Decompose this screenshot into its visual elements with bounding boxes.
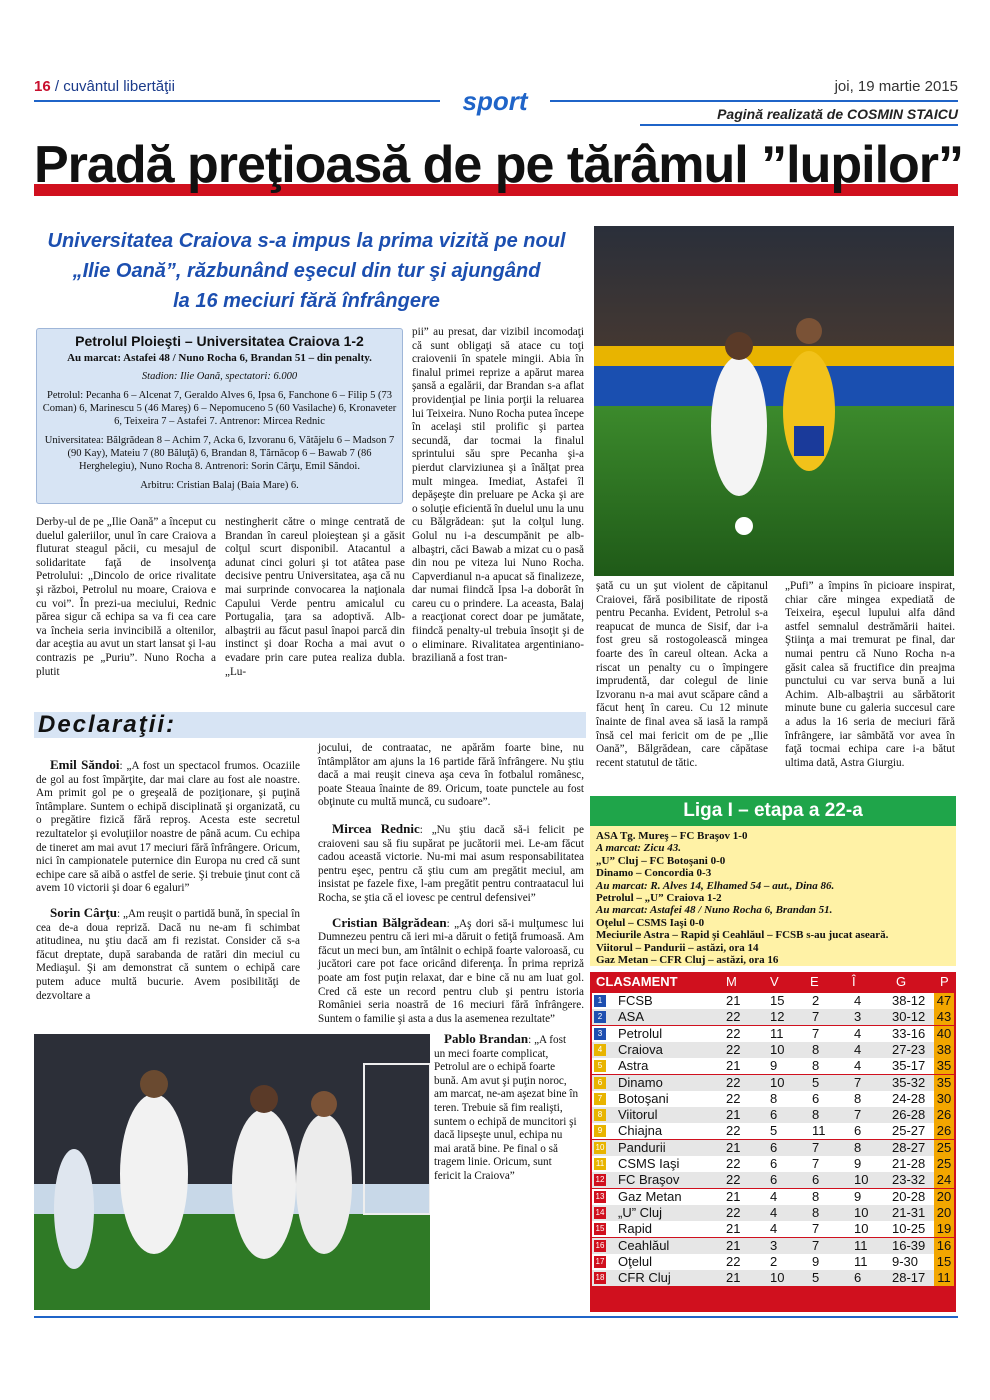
standings-losses: 8	[854, 1139, 862, 1155]
standings-team: Oţelul	[618, 1253, 652, 1269]
standings-matches: 21	[726, 1237, 741, 1253]
standings-goals: 16-39	[892, 1237, 926, 1253]
col-header-e: E	[810, 974, 819, 989]
match-score-title: Petrolul Ploieşti – Universitatea Craiova 1-2	[75, 333, 364, 349]
liga-heading: Liga I – etapa a 22-a	[590, 796, 956, 826]
standings-goals: 20-28	[892, 1188, 926, 1204]
article-paragraph: nestingherit către o minge centrată de Brandan în careul ploieştean şi a găsit colţul scurt disponibil. Atacantul a adunat cinci goluri şi tot atâtea pase decisive pentru Universitatea, aşa că nu mai surprinde convocarea la naţionala Capului Verde pentru amicalul cu Portugalia, ţara sa adoptivă. Alb-albaştrii au făcut pasul înapoi parcă din instinct şi doar Rocha a mai avut o evadare prin care putea realiza dubla. „Lu-	[225, 516, 405, 678]
standings-team: Chiajna	[618, 1123, 663, 1139]
standings-row	[592, 1140, 954, 1156]
subtitle-line: la 16 meciuri fără înfrângere	[173, 290, 440, 312]
standings-losses: 3	[854, 1009, 862, 1025]
standings-team: Craiova	[618, 1041, 663, 1057]
standings-team: Petrolul	[618, 1025, 663, 1041]
standings-losses: 11	[854, 1253, 868, 1269]
result-line: ASA Tg. Mureş – FC Braşov 1-0	[596, 830, 748, 842]
standings-row	[592, 1058, 954, 1074]
standings-row	[592, 1156, 954, 1172]
standings-goals: 33-16	[892, 1025, 926, 1041]
standings-goals: 30-12	[892, 1009, 926, 1025]
standings-position: 12	[595, 1175, 605, 1185]
standings-losses: 10	[854, 1172, 869, 1188]
standings-draws: 7	[812, 1237, 820, 1253]
standings-losses: 4	[854, 1025, 862, 1041]
quote-text: : „Am reuşit o partidă bună, în special în cea de-a doua repriză. Dacă nu ne-am fi schimbat atitudinea, nu ştiu dacă am fi rezistat. Consider că s-a făcut dreptate, după sarabanda de ratări din meciul cu Mediaşul. Şi am demonstrat că suntem o echipă care putem aduce multă bucurie. Avem posibilităţi de dezvoltare a	[36, 907, 301, 1002]
standings-wins: 6	[770, 1156, 778, 1171]
standings-points: 26	[934, 1123, 954, 1139]
standings-position: 14	[595, 1207, 605, 1217]
standings-matches: 21	[726, 1188, 741, 1204]
standings-goals: 21-28	[892, 1156, 926, 1171]
standings-wins: 12	[770, 1009, 785, 1025]
standings-matches: 21	[726, 993, 741, 1008]
standings-draws: 7	[812, 1025, 820, 1041]
standings-goals: 10-25	[892, 1221, 926, 1237]
petrolul-lineup: Petrolul: Pecanha 6 – Alcenat 7, Geraldo Alves 6, Ipsa 6, Fanchone 6 – Filip 5 (73 Coman) 6, Marinescu 5 (46 Mareş) 6 – Nepomuceno 5 (60 Vasilache) 6, Kronaveter 6, Teixeira 7 – Astafei 7. Antrenor: Mircea Rednic	[42, 390, 397, 427]
standings-position: 18	[595, 1273, 605, 1283]
standings-points: 43	[934, 1009, 954, 1025]
standings-losses: 4	[854, 1058, 862, 1074]
col-header-i: Î	[852, 974, 856, 989]
standings-wins: 10	[770, 1270, 785, 1286]
standings-team: „U” Cluj	[618, 1204, 663, 1220]
standings-points: 25	[934, 1140, 954, 1156]
standings-team: CFR Cluj	[618, 1270, 671, 1286]
standings-draws: 2	[812, 993, 820, 1008]
standings-matches: 22	[726, 1090, 741, 1106]
section-label: sport	[440, 86, 550, 117]
quote-sorin	[36, 906, 300, 1003]
standings-row	[592, 1107, 954, 1123]
standings-points: 35	[934, 1075, 954, 1091]
standings-points: 19	[934, 1221, 954, 1237]
standings-points: 26	[934, 1107, 954, 1123]
article-column-4	[596, 580, 768, 788]
standings-goals: 28-17	[892, 1270, 926, 1286]
standings-team: ASA	[618, 1009, 645, 1025]
standings-row	[592, 1254, 954, 1270]
standings-table	[590, 972, 956, 1312]
article-column-3	[412, 326, 584, 706]
craiova-lineup: Universitatea: Bălgrădean 8 – Achim 7, Acka 6, Izvoranu 6, Vătăjelu 6 – Madson 7 (90 Kay), Mateiu 7 (80 Băluţă) 6, Brandan 8, Tărnăcop 6 – Bawab 7 (86 Herghelegiu), Nuno Rocha 8. Antrenori: Sorin Cârţu, Emil Săndoi.	[44, 435, 395, 472]
standings-row	[592, 1205, 954, 1221]
standings-row	[592, 1123, 954, 1139]
match-info-box	[36, 328, 403, 504]
standings-row	[592, 1189, 954, 1205]
standings-draws: 5	[812, 1270, 820, 1286]
standings-points: 15	[934, 1254, 954, 1270]
standings-losses: 9	[854, 1188, 862, 1204]
standings-row	[592, 993, 954, 1009]
standings-matches: 22	[726, 1041, 741, 1057]
result-line: Viitorul – Pandurii – astăzi, ora 14	[596, 941, 759, 954]
byline: Pagină realizată de COSMIN STAICU	[717, 106, 958, 122]
article-paragraph: şată cu un şut violent de căpitanul Craiovei, fără posibilitate de ripostă pentru Pecanha. Evident, Petrolul s-a reapucat de munca de Sisif, dar i-a fost greu să rostogolească mingea foarte des în careul oltean. Acka a riscat un penalty cu o împingere imprudentă, dar colegul de linie Izvoranu n-a mai avut scăpare când a făcut henţ în careu. Cu 12 minute înainte de final avea să iasă la rampă însă cel mai fericit om de pe „Ilie Oană”, Bălgrădean, care căpătase recent statutul de tătic.	[596, 580, 768, 769]
standings-team: CSMS Iaşi	[618, 1156, 680, 1171]
article-column-5	[785, 580, 955, 788]
standings-team: Viitorul	[618, 1107, 658, 1123]
result-scorers: Au marcat: Astafei 48 / Nuno Rocha 6, Brandan 51.	[596, 904, 833, 917]
standings-row	[592, 1221, 954, 1237]
standings-losses: 10	[854, 1221, 869, 1237]
standings-points: 30	[934, 1091, 954, 1107]
standings-goals: 26-28	[892, 1107, 926, 1123]
standings-losses: 6	[854, 1270, 862, 1286]
standings-team: Pandurii	[618, 1139, 666, 1155]
standings-losses: 10	[854, 1204, 869, 1220]
result-line: Meciurile Astra – Rapid şi Ceahlăul – FCSB s-au jucat aseară.	[596, 929, 889, 942]
match-scorers: Au marcat: Astafei 48 / Nuno Rocha 6, Brandan 51 – din penalty.	[67, 352, 372, 364]
standings-points: 47	[934, 993, 954, 1009]
footer-rule	[34, 1316, 958, 1318]
standings-draws: 11	[812, 1123, 826, 1139]
standings-team: FCSB	[618, 993, 653, 1008]
standings-matches: 21	[726, 1270, 741, 1286]
standings-draws: 6	[812, 1172, 820, 1188]
standings-draws: 5	[812, 1074, 820, 1090]
standings-goals: 35-32	[892, 1074, 926, 1090]
standings-goals: 25-27	[892, 1123, 926, 1139]
standings-matches: 22	[726, 1204, 741, 1220]
quotes-column-3	[434, 1032, 580, 1314]
standings-wins: 15	[770, 993, 785, 1008]
speaker-name: Emil Săndoi	[50, 757, 120, 772]
article-paragraph: „Pufi” a împins în picioare inspirat, chiar căre mingea expediată de Teixeira, eşecul lupului alfa dând astfel semnalul destrămării haitei. Ştiinţa a mai tremurat pe final, dar numai pentru că Nuno Rocha n-a găsit calea să fructifice din preajma punctului cu var serva bună a lui Achim. Alb-albaştrii au sărbătorit minute bune cu galeria succesul care a adus la 16 seria de meciuri fără înfrângere, iar sâmbătă vor avea în faţă tocmai echipa care i-a bătut ultima dată, Astra Giurgiu.	[785, 580, 955, 769]
standings-position: 17	[595, 1256, 605, 1266]
quotes-column-2	[318, 742, 584, 1032]
quote-sorin-continued: jocului, de contraatac, ne apărăm foarte bine, nu întâmplător am ajuns la 16 partide fără înfrângere. Nu ştiu dacă a mai reuşit cineva aşa ceva în fotbalul românesc, poate Steaua înainte de 89. Oricum, toate punctele au fost obţinute cu multă muncă, cu sudoare”.	[318, 742, 584, 809]
quote-text: : „Aş dori să-i mulţumesc lui Dumnezeu pentru că ieri mi-a dăruit o fetiţă frumoasă. Am făcut un meci bun, am întâlnit o echipă foarte valoroasă, cu jucători care pot face oricând diferenţa. În prima repriză poate am fost puţin relaxat, dar e bine că nu am luat gol. Cred că este un record pentru club şi pentru istoria României seria noastră de 16 meciuri fără înfrângere. Suntem o familie şi asta a dus la asemenea rezultate”	[318, 917, 584, 1025]
standings-losses: 4	[854, 1041, 862, 1057]
standings-position: 1	[594, 995, 606, 1007]
standings-draws: 8	[812, 1188, 820, 1204]
standings-matches: 22	[726, 1025, 741, 1041]
standings-team: Ceahlăul	[618, 1237, 670, 1253]
result-line: Gaz Metan – CFR Cluj – astăzi, ora 16	[596, 954, 779, 967]
standings-row	[592, 1091, 954, 1107]
standings-draws: 7	[812, 1009, 820, 1025]
publication-name: / cuvântul libertăţii	[50, 78, 175, 95]
standings-position: 2	[594, 1011, 606, 1023]
standings-position: 3	[594, 1028, 606, 1040]
quote-text: : „Nu ştiu dacă să-i felicit pe craioveni sau să fiu supărat pe jucătorii mei. Le-am făcut cadou această victorie. Nu-mi mai asum responsabilitatea pentru eşec, pentru că ştiu cum am pregătit meciul, am insistat pe fazele fixe, l-am pregătit pentru contraatacul lui Rocha, se ştia că el iovesc pe centrul defensivei”	[318, 823, 584, 904]
quote-rednic	[318, 822, 584, 906]
standings-wins: 10	[770, 1041, 785, 1057]
standings-wins: 6	[770, 1172, 778, 1188]
article-subtitle	[34, 226, 579, 316]
speaker-name: Sorin Cârţu	[50, 904, 117, 920]
byline-rule	[640, 124, 958, 126]
standings-goals: 28-27	[892, 1139, 926, 1155]
standings-goals: 9-30	[892, 1253, 919, 1269]
standings-goals: 24-28	[892, 1090, 926, 1106]
standings-matches: 22	[726, 1123, 741, 1139]
standings-header	[590, 972, 956, 992]
article-paragraph: pii” au presat, dar vizibil incomodaţi că sunt obligaţi să atace cu toţi craiovenii în spatele mingii. Abia în finalul primei reprize a apărut marea şansă a egalării, dar Brandan s-a aflat providenţial pe linia porţii la reluarea lui Teixeira. Nuno Rocha putea începe în acelaşi stil prolific şi partea secundă, dar tocmai la finalul sprintului său spre Pecanha şi-a pierdut clarviziunea şi a înălţat prea mult mingea. Imediat, Astafei îl depăşeşte din preluare pe Acka şi are o soluţie eficientă în duelul unu la unu cu Bălgrădean: şut la colţul lung. Golul nu i-a descumpănit pe alb-albaştri, căci Bawab a mizat cu o pasă din nou pe viteza lui Nuno Rocha. Capverdianul n-a apucat să finalizeze, dar numai fiindcă Ipsa l-a doborât în careu cu o prindere. La aceasta, Balaj a reacţionat corect doar pe jumătate, fiindcă penalty-ul trebuia însoţit şi de o eliminare. Rivalitatea argentiniano-braziliană a fost tran-	[412, 326, 584, 665]
standings-draws: 8	[812, 1204, 820, 1220]
match-referee: Arbitru: Cristian Balaj (Baia Mare) 6.	[140, 480, 299, 491]
standings-matches: 22	[726, 1172, 741, 1188]
standings-losses: 9	[854, 1156, 862, 1171]
standings-matches: 22	[726, 1253, 741, 1269]
standings-position: 9	[594, 1125, 606, 1137]
standings-row	[592, 1238, 954, 1254]
standings-losses: 8	[854, 1090, 862, 1106]
result-line: „U” Cluj – FC Botoşani 0-0	[596, 854, 726, 867]
standings-wins: 6	[770, 1107, 778, 1123]
standings-position: 13	[595, 1191, 605, 1201]
round-results	[590, 826, 956, 966]
quote-text: : „A fost un spectacol frumos. Ocaziile de gol au fost împărţite, dar mai clare au fost ale noastre. Am primit gol pe o greşeală de poziţionare, şi puţină întâmplare. Suntem o echipă disciplinată şi organizată, cu o pregătire fizică fără reproş. Acesta este secretul rezultatelor şi evoluţiilor noastre de până acum. Cu echipa de tineret am mai avut 17 meciuri fără înfrângere. Oricum, nici în campionatele puternice din Europa nu cred că sunt echipe care să aibă o astfel de serie. Şi trebuie ţinut cont că avem 10 victorii şi doar 6 egaluri”	[36, 760, 300, 895]
standings-points: 25	[934, 1156, 954, 1172]
standings-wins: 2	[770, 1253, 778, 1269]
standings-position: 7	[594, 1093, 606, 1105]
standings-team: Botoşani	[618, 1090, 669, 1106]
standings-draws: 8	[812, 1041, 820, 1057]
subtitle-line: „Ilie Oană”, răzbunând eşecul din tur şi ajungând	[72, 260, 541, 282]
standings-row	[592, 1009, 954, 1025]
subtitle-line: Universitatea Craiova s-a impus la prima vizită pe noul	[47, 230, 566, 252]
standings-points: 16	[934, 1238, 954, 1254]
article-column-1	[36, 516, 216, 706]
standings-position: 15	[595, 1224, 605, 1234]
standings-matches: 22	[726, 1009, 741, 1025]
celebration-photo	[34, 1034, 430, 1310]
standings-wins: 3	[770, 1237, 778, 1253]
standings-row	[592, 1026, 954, 1042]
standings-row	[592, 1270, 954, 1286]
standings-points: 38	[934, 1042, 954, 1058]
standings-matches: 21	[726, 1058, 741, 1074]
result-line: Oţelul – CSMS Iaşi 0-0	[596, 916, 705, 929]
standings-losses: 4	[854, 993, 862, 1008]
quote-text: : „A fost un meci foarte complicat, Petrolul are o echipă foarte bună. Am avut şi puţin noroc, am marcat, ne-am aşezat bine în teren. Trebuie să fim realişti, suntem o echipă de muncitori şi dacă lipseşte unul, echipa nu mai arată bine. Pe final o să tragem linie. Oricum, sunt fericit la Craiova”	[434, 1034, 579, 1182]
standings-goals: 35-17	[892, 1058, 926, 1074]
result-scorers: A marcat: Zicu 43.	[596, 842, 681, 855]
standings-wins: 10	[770, 1074, 785, 1090]
standings-losses: 7	[854, 1074, 862, 1090]
page-number: 16	[34, 78, 51, 95]
standings-wins: 4	[770, 1221, 778, 1237]
standings-draws: 6	[812, 1090, 820, 1106]
standings-points: 40	[934, 1026, 954, 1042]
page-header-left	[34, 78, 175, 95]
article-title: Pradă preţioasă de pe tărâmul ”lupilor”	[34, 136, 964, 194]
standings-points: 20	[934, 1189, 954, 1205]
speaker-name: Mircea Rednic	[332, 820, 420, 836]
col-header-p: P	[940, 974, 949, 989]
standings-draws: 8	[812, 1058, 820, 1074]
standings-draws: 7	[812, 1156, 820, 1171]
standings-losses: 11	[854, 1237, 868, 1253]
standings-draws: 9	[812, 1253, 820, 1269]
quote-emil	[36, 758, 300, 896]
standings-wins: 9	[770, 1058, 778, 1074]
standings-matches: 22	[726, 1156, 741, 1171]
standings-draws: 7	[812, 1139, 820, 1155]
standings-wins: 4	[770, 1204, 778, 1220]
standings-wins: 11	[770, 1025, 784, 1041]
standings-team: Astra	[618, 1058, 649, 1074]
standings-team: Dinamo	[618, 1074, 663, 1090]
standings-goals: 23-32	[892, 1172, 926, 1188]
standings-losses: 7	[854, 1107, 862, 1123]
match-stadium: Stadion: Ilie Oană, spectatori: 6.000	[141, 371, 298, 382]
standings-matches: 22	[726, 1074, 741, 1090]
standings-wins: 5	[770, 1123, 778, 1139]
quote-balgradean	[318, 916, 584, 1027]
standings-wins: 6	[770, 1139, 778, 1155]
standings-matches: 21	[726, 1139, 741, 1155]
standings-goals: 27-23	[892, 1041, 926, 1057]
standings-points: 24	[934, 1172, 954, 1188]
standings-title: CLASAMENT	[596, 974, 678, 989]
result-line: Petrolul – „U” Craiova 1-2	[596, 892, 722, 905]
standings-draws: 7	[812, 1221, 820, 1237]
speaker-name: Cristian Bălgrădean	[332, 914, 447, 930]
standings-position: 6	[594, 1077, 606, 1089]
standings-points: 11	[934, 1270, 954, 1286]
standings-matches: 21	[726, 1107, 741, 1123]
standings-position: 4	[594, 1044, 606, 1056]
standings-position: 10	[595, 1142, 605, 1152]
col-header-v: V	[770, 974, 779, 989]
standings-position: 11	[595, 1159, 605, 1168]
standings-wins: 4	[770, 1188, 778, 1204]
article-column-2	[225, 516, 405, 706]
result-scorers: Au marcat: R. Alves 14, Elhamed 54 – aut., Dina 86.	[596, 879, 835, 892]
standings-position: 8	[594, 1109, 606, 1121]
standings-losses: 6	[854, 1123, 862, 1139]
standings-goals: 38-12	[892, 993, 926, 1008]
standings-draws: 8	[812, 1107, 820, 1123]
standings-row	[592, 1172, 954, 1188]
standings-points: 35	[934, 1058, 954, 1074]
speaker-name: Pablo Brandan	[444, 1031, 529, 1046]
match-action-photo	[594, 226, 954, 576]
standings-position: 16	[595, 1240, 605, 1250]
quote-brandan	[434, 1032, 580, 1184]
standings-team: Gaz Metan	[618, 1188, 682, 1204]
standings-goals: 21-31	[892, 1204, 926, 1220]
standings-matches: 21	[726, 1221, 741, 1237]
standings-team: FC Braşov	[618, 1172, 680, 1188]
standings-wins: 8	[770, 1090, 778, 1106]
result-line: Dinamo – Concordia 0-3	[596, 867, 712, 880]
standings-position: 5	[594, 1060, 606, 1072]
quotes-column-1	[36, 758, 300, 1028]
col-header-g: G	[896, 974, 907, 989]
article-paragraph: Derby-ul de pe „Ilie Oană” a început cu duelul galeriilor, unul în care Craiova a fluturat steagul păcii, cu mesajul de solidaritate faţă de insolvenţa Petrolului: „Dincolo de orice rivalitate şi război, Petrolul nu moare, Craiova e cu voi”. În prezi-ua meciului, Rednic părea sigur că echipa sa va fi cea care va încheia seria invincibilă a oltenilor, dar aceştia au avut un start lansat şi l-au contrazis pe „Puriu”. Nuno Rocha a plutit	[36, 516, 216, 678]
standings-points: 20	[934, 1205, 954, 1221]
issue-date: joi, 19 martie 2015	[834, 78, 958, 95]
standings-row	[592, 1075, 954, 1091]
declaratii-heading: Declaraţii:	[38, 711, 177, 738]
standings-team: Rapid	[618, 1221, 652, 1237]
standings-row	[592, 1042, 954, 1058]
col-header-m: M	[726, 974, 737, 989]
